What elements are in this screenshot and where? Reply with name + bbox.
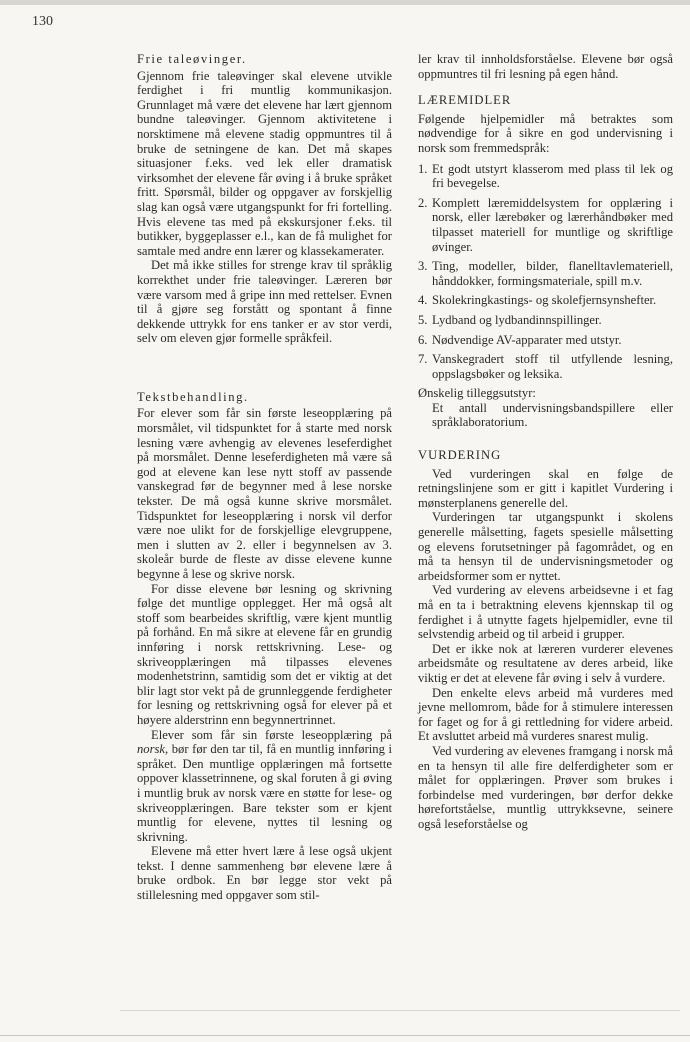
left-column <box>137 52 392 903</box>
paragraph: Ved vurdering av elevens arbeidsevne i et fag må en ta i betraktning elevens kjennskap til og ferdighet i å utnytte fagets hjelpemidler, evne til selvstendig arbeid og til arbeid i grupper. <box>418 583 673 642</box>
list-item-text: Komplett læremiddelsystem for opplæring i norsk, eller lærebøker og lærerhåndbøker med tilpasset materiell for muntlige og skriftlige øvinger. <box>432 195 673 254</box>
section-heading-frie-taleovinger: Frie taleøvinger. <box>137 52 247 66</box>
teaching-aids-list <box>418 162 673 382</box>
list-item <box>418 196 673 254</box>
list-item-text: Lydband og lydbandinnspillinger. <box>432 312 602 327</box>
paragraph: Elevene må etter hvert lære å lese også ukjent tekst. I denne sammenheng bør elevene lære å bruke ordbok. En bør legge stor vekt på stillelesning med oppgaver som stil- <box>137 844 392 903</box>
paragraph: Det må ikke stilles for strenge krav til språklig korrekthet under frie taleøvinger. Læreren bør være varsom med å gripe inn med rettelser. Evnen til å gjøre seg forstått og spontant å finne dekkende uttrykk for ens tanker er av stor verdi, selv om eleven gjør formelle språkfeil. <box>137 258 392 346</box>
list-item <box>418 313 673 328</box>
page-number: 130 <box>32 14 53 29</box>
section-heading-vurdering: VURDERING <box>418 448 502 463</box>
section-heading-laeremidler: LÆREMIDLER <box>418 93 512 108</box>
emphasis-text: norsk <box>137 742 165 757</box>
list-item <box>418 162 673 191</box>
list-item <box>418 352 673 381</box>
bottom-divider <box>120 1010 680 1011</box>
list-number: 3. <box>418 259 428 274</box>
list-number: 4. <box>418 293 428 308</box>
paragraph: Det er ikke nok at læreren vurderer elevenes arbeidsmåte og resultatene av deres arbeid, like viktig er det at elevene får øving i selv å vurdere. <box>418 641 673 685</box>
paragraph: For disse elevene bør lesning og skrivning følge det muntlige opplegget. Her må også alt stoff som bearbeides skriftlig, være kjent muntlig på forhånd. En må sikre at elevene får en grundig innføring i norsk rettskrivning. Lese- og skriveopplæringen må tilpasses elevenes modenhetstrinn, samtidig som det er viktig at det blir lagt stor vekt på de grunnleggende ferdigheter for lesning og rettskrivning også for elever på et høyere alderstrinn enn begynnertrinnet. <box>137 581 392 727</box>
paragraph: Ved vurderingen skal en følge de retningslinjene som er gitt i kapitlet Vurdering i mønsterplanens generelle del. <box>418 466 673 510</box>
top-edge <box>0 0 690 5</box>
paragraph: For elever som får sin første leseopplæring på morsmålet, vil tidspunktet for å starte med norsk lesning være avhengig av elevenes leseferdighet på morsmålet. Denne leseferdigheten må være så god at elevene kan lese nytt stoff av passende vanskegrad før de begynner med å lese norske tekster. De må også kunne skrive morsmålet. Tidspunktet for leseopplæring i norsk vil derfor være noe ulikt for de forskjellige elevgruppene, men i slutten av 2. eller i begynnelsen av 3. skoleår burde de fleste av disse elevene kunne begynne å lese og skrive norsk. <box>137 406 392 581</box>
paragraph-continuation: ler krav til innholdsforståelse. Elevene bør også oppmuntres til fri lesning på egen hånd. <box>418 52 673 81</box>
paragraph: Følgende hjelpemidler må betraktes som nødvendige for å sikre en god undervisning i norsk som fremmedspråk: <box>418 111 673 155</box>
paragraph: Vurderingen tar utgangspunkt i skolens generelle målsetting, fagets spesielle målsetting og elevens forutsetninger på fagområdet, og en må ta hensyn til de undervisningsmetoder og arbeidsformer som er nyttet. <box>418 510 673 583</box>
list-number: 5. <box>418 312 428 327</box>
list-item-text: Ting, modeller, bilder, flanelltavlemateriell, hånddokker, formingsmateriale, spill m.v. <box>432 259 673 288</box>
list-item-text: Skolekringkastings- og skolefjernsynshefter. <box>432 293 657 308</box>
text-run: Elever som får sin første leseopplæring på <box>151 727 392 742</box>
extra-equipment-text: Et antall undervisningsbandspillere eller språklaboratorium. <box>432 400 673 430</box>
paragraph: Ved vurdering av elevenes framgang i norsk må en ta hensyn til alle fire delferdigheter som er målet for opplæringen. Prøver som brukes i forbindelse med vurderingen, bør derfor dekke hørefortståelse, muntlig uttrykksevne, seinere også leseforståelse og <box>418 743 673 831</box>
paragraph: Den enkelte elevs arbeid må vurderes med jevne mellomrom, både for å stimulere interessen for faget og for å gi rettledning for videre arbeid. Et avsluttet arbeid må vurderes snarest mulig. <box>418 685 673 744</box>
list-number: 6. <box>418 332 428 347</box>
paragraph: Gjennom frie taleøvinger skal elevene utvikle ferdighet i fri muntlig kommunikasjon. Grunnlaget må være det elevene har lært gjennom bundne taleøvinger. Gjennom aktivitetene i norsktimene må elevene stadig oppmuntres til å bruke de setningene de kan. Det må skapes situasjoner f.eks. ved lek eller dramatisk virksomhet der elevene får øving i å bruke språket fritt. Spørsmål, bilder og oppgaver av forskjellig slag kan også være utgangspunkt for fri fortelling. Hvis elevene tas med på ekskursjoner f.eks. til butikker, byggeplasser e.l., kan de få mulighet for samtale med andre enn lærer og klassekamerater. <box>137 68 392 258</box>
list-item <box>418 259 673 288</box>
paragraph <box>137 728 392 845</box>
list-item-text: Nødvendige AV-apparater med utstyr. <box>432 332 622 347</box>
list-item <box>418 333 673 348</box>
list-item <box>418 293 673 308</box>
list-number: 1. <box>418 161 428 176</box>
right-column <box>418 52 673 832</box>
list-item-text: Et godt utstyrt klasserom med plass til lek og fri bevegelse. <box>432 161 673 191</box>
text-run: , bør før den tar til, få en muntlig innføring i språket. Den muntlige opplæringen må fortsette oppover klassetrinnene, og skal foruten å gi øving i muntlig bruk av norsk være en støtte for lese- og skriveopplæringen. Bare tekster som er kjent muntlig for elevene, nyttes til lesning og skrivning. <box>137 742 392 844</box>
list-number: 2. <box>418 195 428 210</box>
section-heading-tekstbehandling: Tekstbehandling. <box>137 389 249 404</box>
list-number: 7. <box>418 352 428 367</box>
extra-equipment-label: Ønskelig tilleggsutstyr: <box>418 386 536 401</box>
list-item-text: Vanskegradert stoff til utfyllende lesning, oppslagsbøker og leksika. <box>432 352 673 381</box>
bottom-edge <box>0 1035 690 1036</box>
